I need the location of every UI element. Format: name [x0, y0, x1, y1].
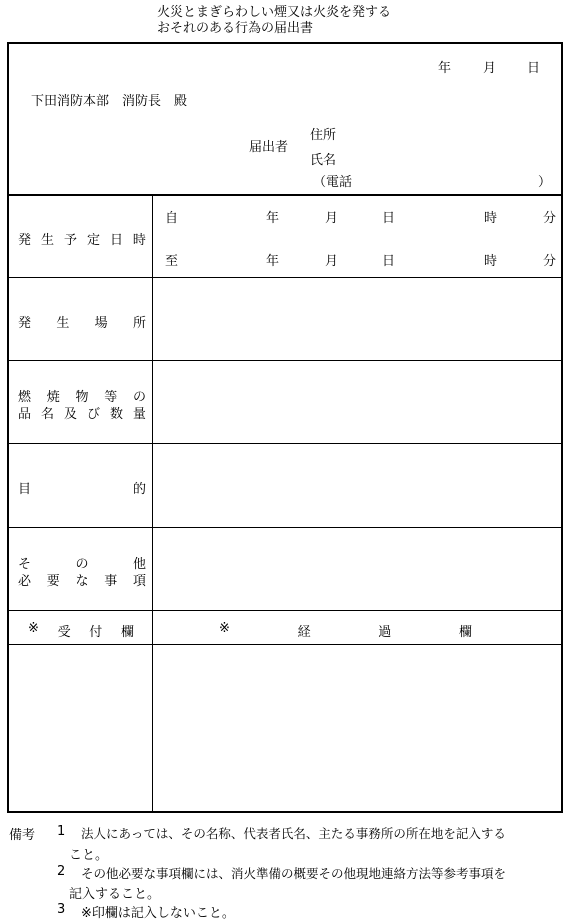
to-minute: 分: [543, 254, 557, 269]
notes-heading: 備考: [9, 828, 36, 843]
materials-label-char: 及: [63, 407, 77, 422]
from-month: 月: [325, 211, 339, 226]
place-label-char: 生: [56, 316, 70, 331]
addressee: 下田消防本部 消防長 殿: [31, 94, 188, 109]
note-1-line-1: 法人にあっては、その名称、代表者氏名、主たる事務所の所在地を記入する: [81, 826, 506, 841]
note-1-line-2: こと。: [69, 848, 109, 863]
other-label-char: 他: [132, 557, 146, 572]
progress-header-char: 過: [378, 625, 392, 640]
purpose-label-char: 目: [18, 482, 32, 497]
materials-label-char: び: [86, 407, 100, 422]
other-label-char: な: [75, 574, 89, 589]
date-month: 月: [483, 61, 497, 76]
other-label-line-2: [18, 570, 146, 589]
to-prefix: 至: [165, 254, 179, 269]
divider-place: [8, 360, 562, 361]
other-label-char: 項: [132, 574, 146, 589]
other-label-char: 事: [104, 574, 118, 589]
divider-purpose: [8, 527, 562, 528]
divider-reception-header: [8, 644, 562, 645]
note-3-line-1: ※印欄は記入しないこと。: [81, 906, 235, 921]
note-3-number: 3: [57, 902, 66, 917]
materials-label-char: の: [132, 390, 146, 405]
reception-header-char: ※: [28, 621, 39, 636]
note-1-number: 1: [57, 824, 66, 839]
materials-label-char: 焼: [46, 390, 60, 405]
column-divider: [152, 195, 153, 812]
schedule-label-char: 生: [40, 233, 54, 248]
date-day: 日: [527, 61, 541, 76]
progress-box: [154, 646, 561, 811]
from-year: 年: [266, 211, 280, 226]
schedule-label-char: 定: [86, 233, 100, 248]
from-minute: 分: [543, 211, 557, 226]
divider-schedule: [8, 277, 562, 278]
from-prefix: 自: [165, 211, 179, 226]
to-hour: 時: [484, 254, 498, 269]
reception-header-char: 付: [89, 625, 103, 640]
other-label-char: そ: [18, 557, 32, 572]
progress-header-char: ※: [219, 621, 230, 636]
schedule-label-char: 発: [18, 233, 32, 248]
phone-close: ）: [538, 175, 552, 190]
note-2-line-2: 記入すること。: [69, 887, 161, 902]
date-year: 年: [438, 61, 452, 76]
reception-header-char: 欄: [120, 625, 134, 640]
to-day: 日: [382, 254, 396, 269]
address-label: 住所: [310, 128, 337, 143]
materials-label-char: 燃: [18, 390, 32, 405]
note-2-number: 2: [57, 864, 66, 879]
progress-header-char: 経: [297, 625, 311, 640]
to-month: 月: [325, 254, 339, 269]
schedule-label-char: 日: [109, 233, 123, 248]
phone-open: （電話: [313, 175, 353, 190]
name-label: 氏名: [310, 153, 337, 168]
divider-header: [8, 194, 562, 196]
reception-header: [28, 621, 134, 640]
place-label-char: 場: [94, 316, 108, 331]
title-line-2: おそれのある行為の届出書: [157, 21, 314, 36]
from-hour: 時: [484, 211, 498, 226]
divider-materials: [8, 443, 562, 444]
place-label-char: 所: [132, 316, 146, 331]
divider-other: [8, 610, 562, 611]
purpose-label-char: 的: [132, 482, 146, 497]
other-label-char: 必: [18, 574, 32, 589]
materials-label-char: 等: [104, 390, 118, 405]
progress-header-char: 欄: [458, 625, 472, 640]
schedule-label: [18, 229, 146, 248]
to-year: 年: [266, 254, 280, 269]
purpose-label: [18, 478, 146, 497]
materials-label-char: 量: [132, 407, 146, 422]
from-day: 日: [382, 211, 396, 226]
note-2-line-1: その他必要な事項欄には、消火準備の概要その他現地連絡方法等参考事項を: [81, 866, 507, 881]
materials-label-char: 数: [109, 407, 123, 422]
notifier-label: 届出者: [249, 140, 289, 155]
other-label-char: の: [75, 557, 89, 572]
materials-label-char: 物: [75, 390, 89, 405]
schedule-label-char: 時: [132, 233, 146, 248]
materials-label-char: 品: [18, 407, 32, 422]
title-line-1: 火災とまぎらわしい煙又は火炎を発する: [157, 5, 392, 20]
progress-header: [219, 621, 472, 640]
materials-label-line-2: [18, 403, 146, 422]
other-label-char: 要: [46, 574, 60, 589]
materials-label-char: 名: [40, 407, 54, 422]
schedule-label-char: 予: [63, 233, 77, 248]
reception-header-char: 受: [57, 625, 71, 640]
reception-stamp-box: [9, 646, 151, 811]
place-label-char: 発: [18, 316, 32, 331]
place-label: [18, 312, 146, 331]
